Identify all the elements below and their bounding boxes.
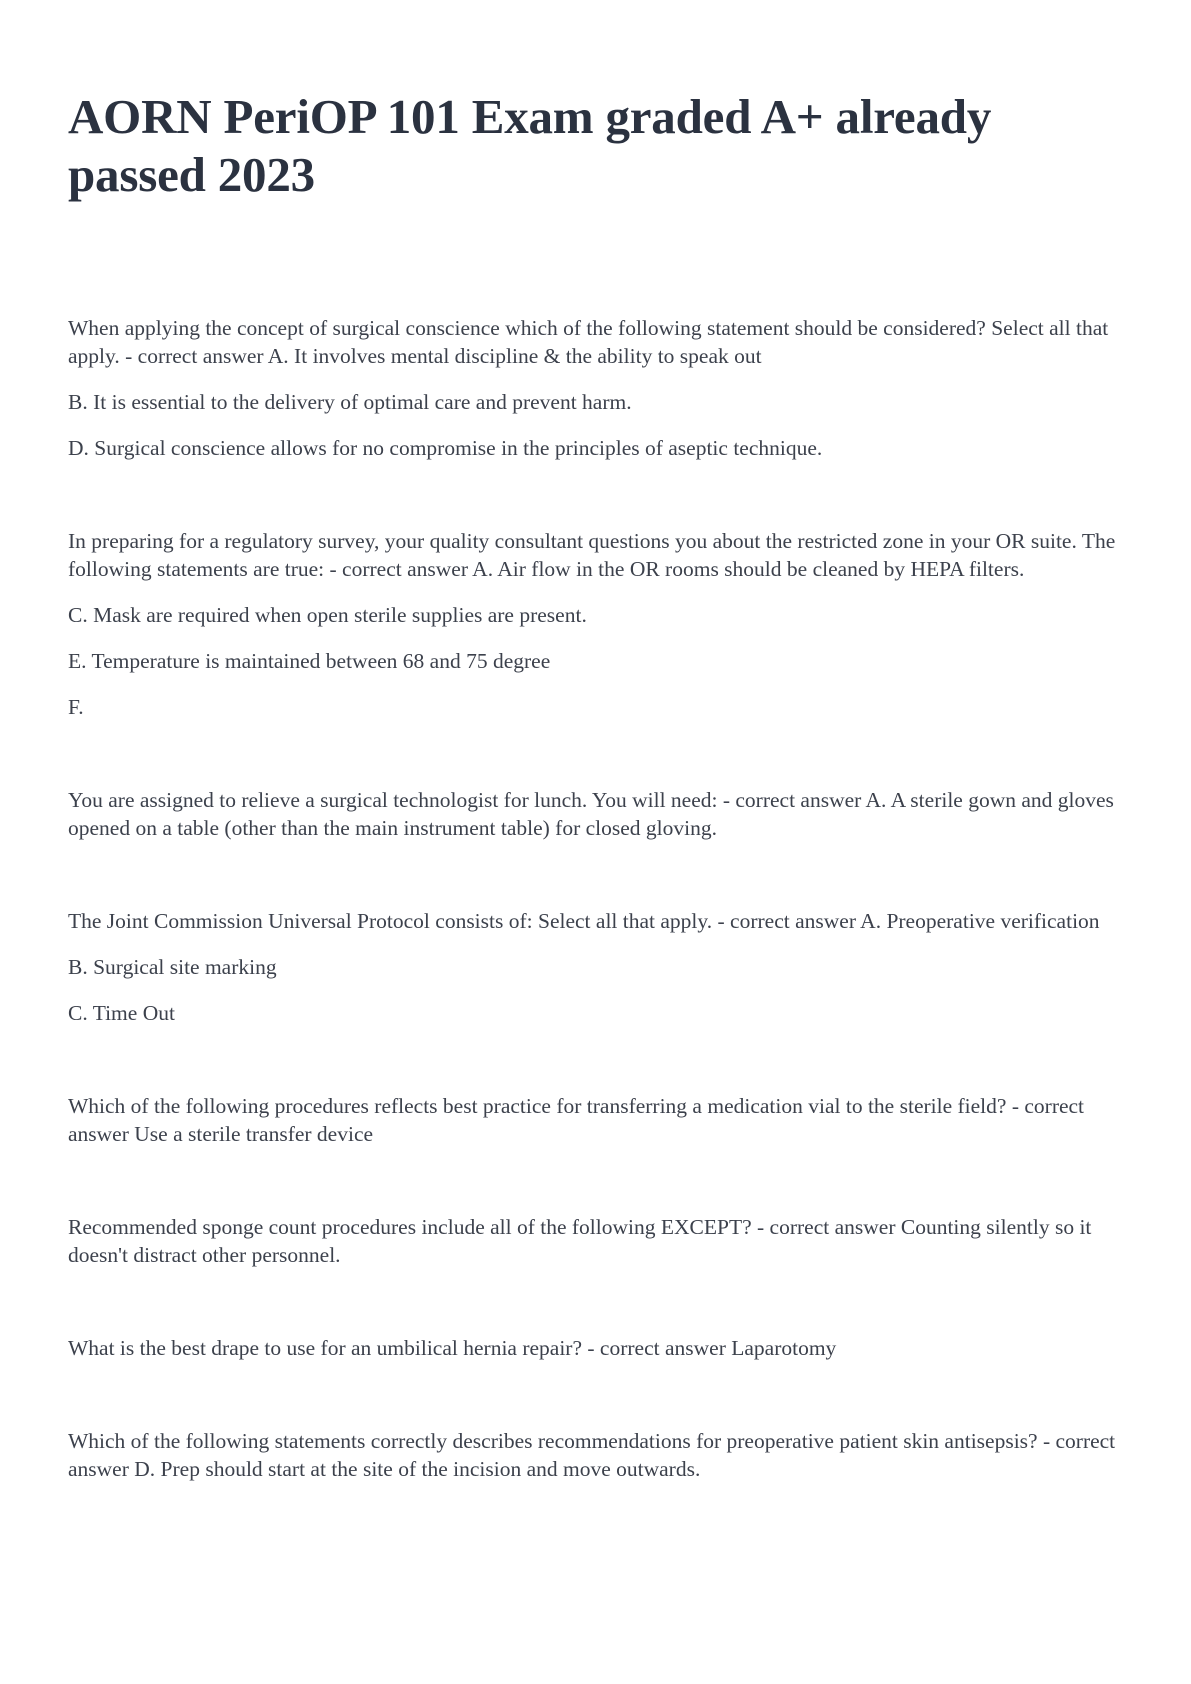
qa-question: Which of the following statements correctly describes recommendations for preoperative patient skin antisepsis? - correct answer D. Prep should start at the site of the incision and move outwards. — [68, 1429, 1116, 1481]
qa-answer-line: D. Surgical conscience allows for no compromise in the principles of aseptic technique. — [68, 436, 823, 460]
qa-item-6 — [68, 1213, 1128, 1269]
qa-answer-line: C. Time Out — [68, 1001, 175, 1025]
qa-question: Which of the following procedures reflects best practice for transferring a medication vial to the sterile field? - correct answer Use a sterile transfer device — [68, 1094, 1085, 1146]
qa-question: When applying the concept of surgical conscience which of the following statement should be considered? Select all that apply. - correct answer A. It involves mental discipline & the ability to speak out — [68, 316, 1109, 368]
qa-item-3 — [68, 786, 1128, 842]
qa-answer-line: E. Temperature is maintained between 68 and 75 degree — [68, 649, 551, 673]
qa-item-1 — [68, 314, 1128, 462]
qa-item-5 — [68, 1092, 1128, 1148]
document-page — [68, 0, 1128, 1548]
qa-item-4 — [68, 907, 1128, 1027]
qa-answer-line: F. — [68, 695, 84, 719]
qa-answer-line: B. Surgical site marking — [68, 955, 277, 979]
qa-list — [68, 314, 1128, 1483]
qa-item-8 — [68, 1427, 1128, 1483]
qa-question: You are assigned to relieve a surgical technologist for lunch. You will need: - correct answer A. A sterile gown and gloves opened on a table (other than the main instrument table) for closed gloving. — [68, 788, 1114, 840]
qa-question: Recommended sponge count procedures include all of the following EXCEPT? - correct answer Counting silently so it doesn't distract other personnel. — [68, 1215, 1092, 1267]
page-title: AORN PeriOP 101 Exam graded A+ already passed 2023 — [68, 89, 992, 202]
qa-item-7 — [68, 1334, 1128, 1362]
qa-question: What is the best drape to use for an umbilical hernia repair? - correct answer Laparotomy — [68, 1336, 837, 1360]
qa-answer-line: C. Mask are required when open sterile supplies are present. — [68, 603, 587, 627]
qa-answer-line: B. It is essential to the delivery of optimal care and prevent harm. — [68, 390, 632, 414]
qa-item-2 — [68, 527, 1128, 721]
qa-question: The Joint Commission Universal Protocol consists of: Select all that apply. - correct answer A. Preoperative verification — [68, 909, 1100, 933]
qa-question: In preparing for a regulatory survey, your quality consultant questions you about the restricted zone in your OR suite. The following statements are true: - correct answer A. Air flow in the OR rooms should be cleaned by HEPA filters. — [68, 529, 1116, 581]
